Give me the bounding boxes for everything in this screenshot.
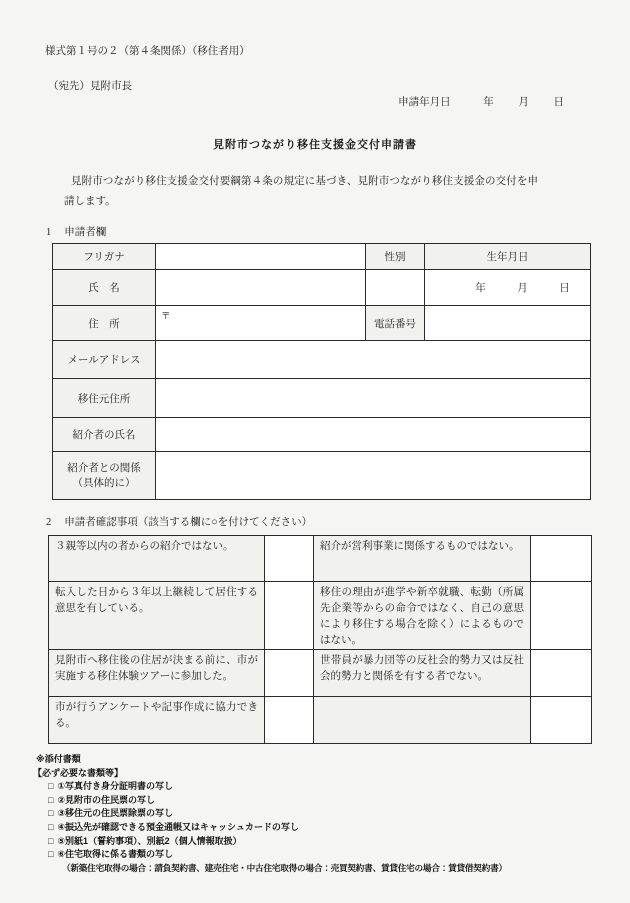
table-row [49, 650, 592, 697]
checkbox-icon[interactable]: □ [48, 821, 54, 832]
postal-mark: 〒 [161, 312, 171, 322]
table-row [53, 244, 591, 270]
table-row [53, 379, 591, 418]
attachment-item-label: ⑥住宅取得に係る書類の写し [57, 849, 174, 860]
birthdate-input-cell[interactable]: 年 月 日 [425, 270, 591, 306]
checkbox-icon[interactable]: □ [48, 849, 54, 860]
table-row [53, 341, 591, 379]
furigana-input-cell[interactable] [156, 244, 366, 270]
date-month-label: 月 [518, 97, 529, 108]
addressee-line: （宛先）見附市長 [48, 81, 132, 92]
confirmation-check-cell[interactable] [265, 536, 314, 582]
confirmation-statement: 紹介が営利事業に関係するものではない。 [314, 536, 531, 582]
confirmation-statement: 市が行うアンケートや記事作成に協力できる。 [49, 697, 265, 744]
applicant-table [52, 243, 591, 500]
confirmation-statement: ３親等以内の者からの紹介ではない。 [49, 536, 265, 582]
introducer-name-input-cell[interactable] [156, 418, 591, 452]
confirmation-table [48, 535, 592, 744]
checkbox-icon[interactable]: □ [48, 794, 54, 805]
section2-number: 2 [46, 517, 52, 528]
confirmation-statement [314, 697, 531, 744]
table-row [49, 697, 592, 744]
attachments-section [33, 753, 596, 875]
attachment-item [48, 821, 596, 835]
attachment-item [48, 848, 596, 862]
checkbox-icon[interactable]: □ [48, 781, 54, 792]
name-label: 氏 名 [53, 270, 156, 306]
checkbox-icon[interactable]: □ [48, 835, 54, 846]
phone-input-cell[interactable] [425, 306, 591, 341]
attachment-item6-note: （新築住宅取得の場合：請負契約書、建売住宅・中古住宅取得の場合：売買契約書、賃貸住宅の場合：賃貸借契約書） [62, 862, 507, 873]
attachments-note-header: ※添付書類 [36, 754, 81, 764]
document-title: 見附市つながり移住支援金交付申請書 [213, 139, 417, 151]
attachment-item [48, 835, 596, 849]
attachment-item [48, 780, 596, 794]
email-input-cell[interactable] [156, 341, 591, 379]
attachment-item-label: ③移住元の住民票除票の写し [57, 808, 174, 819]
origin-address-input-cell[interactable] [156, 379, 591, 418]
form-number: 様式第１号の２（第４条関係）（移住者用） [45, 46, 250, 57]
email-label: メールアドレス [53, 341, 156, 379]
table-row [53, 270, 591, 306]
confirmation-statement: 転入した日から３年以上継続して居住する意思を有している。 [49, 582, 265, 650]
date-year-label: 年 [483, 97, 494, 108]
attachment-item-label: ⑤別紙1（誓約事項）、別紙2（個人情報取扱） [57, 835, 242, 846]
table-row [53, 306, 591, 341]
attachment-item [48, 794, 596, 808]
intro-paragraph: 見附市つながり移住支援金交付要綱第４条の規定に基づき、見附市つながり移住支援金の交付を申請します。 [64, 176, 538, 207]
confirmation-check-cell[interactable] [265, 697, 314, 744]
confirmation-check-cell[interactable] [531, 650, 592, 697]
table-row [53, 418, 591, 452]
attachment-item-label: ①写真付き身分証明書の写し [57, 781, 174, 792]
introducer-relation-label-line1: 紹介者との関係 [67, 462, 141, 474]
gender-input-cell[interactable] [366, 270, 425, 306]
table-row [49, 536, 592, 582]
introducer-name-label: 紹介者の氏名 [53, 418, 156, 452]
address-input-cell[interactable] [156, 306, 366, 341]
confirmation-statement: 世帯員が暴力団等の反社会的勢力又は反社会的勢力と関係を有する者でない。 [314, 650, 531, 697]
table-row [49, 582, 592, 650]
table-row [53, 452, 591, 500]
application-date-line [398, 96, 564, 109]
section2-title: 申請者確認事項（該当する欄に○を付けてください） [64, 517, 313, 528]
section1-title: 申請者欄 [64, 227, 107, 238]
confirmation-statement: 見附市へ移住後の住居が決まる前に、市が実施する移住体験ツアーに参加した。 [49, 650, 265, 697]
checkbox-icon[interactable]: □ [48, 808, 54, 819]
section2-heading [46, 514, 312, 529]
birthdate-label: 生年月日 [425, 244, 591, 270]
confirmation-check-cell[interactable] [265, 582, 314, 650]
address-label: 住 所 [53, 306, 156, 341]
attachment-item-label: ④振込先が確認できる預金通帳又はキャッシュカードの写し [57, 821, 299, 832]
furigana-label: フリガナ [53, 244, 156, 270]
introducer-relation-label-line2: （具体的に） [72, 477, 136, 489]
origin-address-label: 移住元住所 [53, 379, 156, 418]
confirmation-check-cell[interactable] [531, 536, 592, 582]
attachment-item [48, 807, 596, 821]
name-input-cell[interactable] [156, 270, 366, 306]
confirmation-check-cell[interactable] [531, 582, 592, 650]
application-date-label: 申請年月日 [398, 97, 451, 108]
section1-heading [46, 224, 106, 239]
date-day-label: 日 [553, 97, 564, 108]
confirmation-check-cell[interactable] [531, 697, 592, 744]
introducer-relation-label [53, 452, 156, 500]
attachment-item-label: ②見附市の住民票の写し [57, 794, 156, 805]
phone-label: 電話番号 [366, 306, 425, 341]
section1-number: 1 [46, 227, 52, 238]
introducer-relation-input-cell[interactable] [156, 452, 591, 500]
confirmation-statement: 移住の理由が進学や新卒就職、転勤（所属先企業等からの命令ではなく、自己の意思により移住する場合を除く）によるものではない。 [314, 582, 531, 650]
gender-label: 性別 [366, 244, 425, 270]
attachments-required-header: 【必ず必要な書類等】 [33, 767, 124, 778]
confirmation-check-cell[interactable] [265, 650, 314, 697]
